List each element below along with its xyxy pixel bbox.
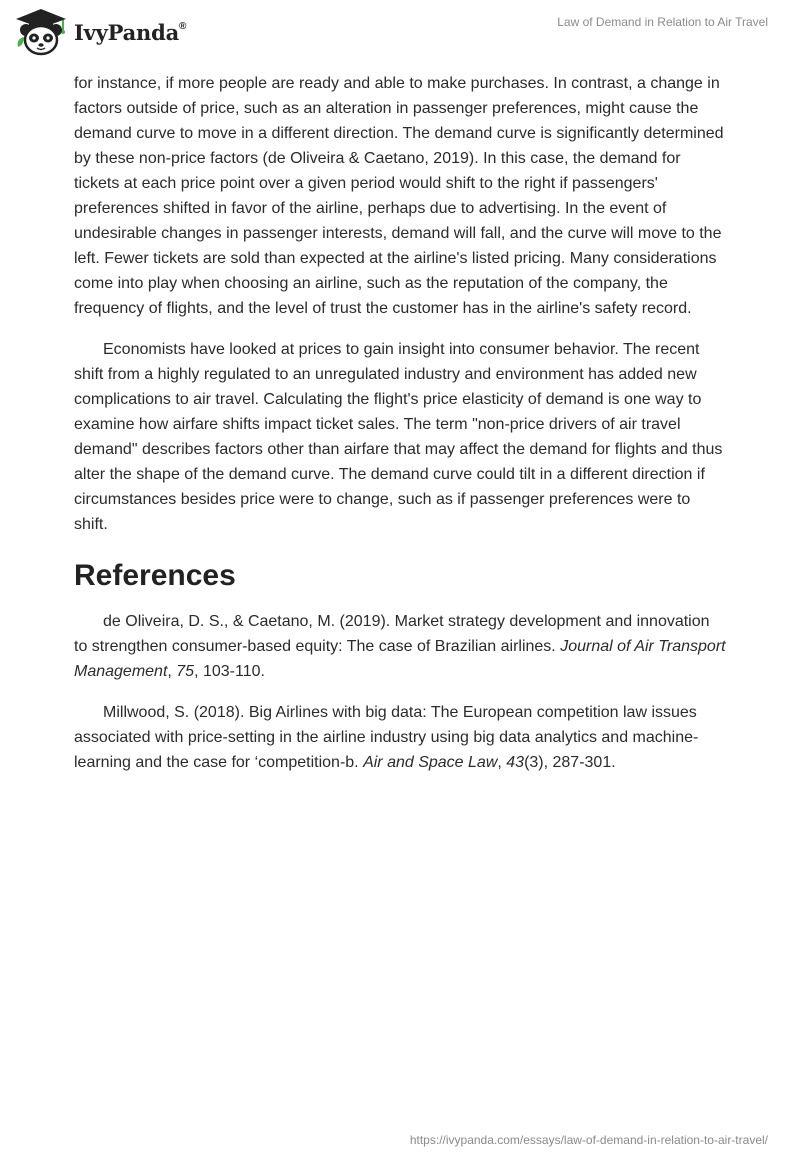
references-heading: References	[74, 559, 236, 592]
reference-item: de Oliveira, D. S., & Caetano, M. (2019). Market strategy development and innovation to strengthen consumer-based equity: The case of Brazilian airlines. Journal of Air Transport Management, 75, 103-110.	[74, 613, 726, 680]
footer-source-url[interactable]: https://ivypanda.com/essays/law-of-demand-in-relation-to-air-travel/	[409, 1133, 768, 1147]
document-title: Law of Demand in Relation to Air Travel	[557, 15, 768, 29]
brand-name: IvyPanda®	[74, 19, 187, 45]
registered-mark: ®	[179, 20, 187, 32]
reference-volume: 75	[176, 663, 195, 680]
page-header	[0, 0, 800, 66]
panda-graduation-cap-icon	[14, 7, 68, 57]
body-paragraph-2: Economists have looked at prices to gain insight into consumer behavior. The recent shift from a highly regulated to an unregulated industry and environment has added new complications to air travel. Calculating the flight's price elasticity of demand is one way to examine how airfare shifts impact ticket sales. The term "non-price drivers of air travel demand" describes factors other than airfare that may affect the demand for flights and thus alter the shape of the demand curve. The demand curve could tilt in a different direction if circumstances besides price were to change, such as if passenger preferences were to shift.	[74, 341, 723, 533]
body-paragraph-1: for instance, if more people are ready and able to make purchases. In contrast, a change in factors outside of price, such as an alteration in passenger preferences, might cause the demand curve to move in a different direction. The demand curve is significantly determined by these non-price factors (de Oliveira & Caetano, 2019). In this case, the demand for tickets at each price point over a given period would shift to the right if passengers' preferences shifted in favor of the airline, perhaps due to advertising. In the event of undesirable changes in passenger interests, demand will fall, and the curve will move to the left. Fewer tickets are sold than expected at the airline's listed pricing. Many considerations come into play when choosing an airline, such as the reputation of the company, the frequency of flights, and the level of trust the customer has in the airline's safety record.	[74, 75, 724, 317]
reference-item: Millwood, S. (2018). Big Airlines with big data: The European competition law issues associated with price-setting in the airline industry using big data analytics and machine-learning and the case for ‘competition-b. Air and Space Law, 43(3), 287-301.	[74, 704, 699, 771]
reference-journal: Journal of Air Transport Management	[74, 638, 726, 680]
essay-content	[74, 71, 726, 791]
ivypanda-logo[interactable]	[14, 7, 186, 57]
reference-volume: 43	[506, 754, 525, 771]
reference-journal: Air and Space Law	[363, 754, 498, 771]
